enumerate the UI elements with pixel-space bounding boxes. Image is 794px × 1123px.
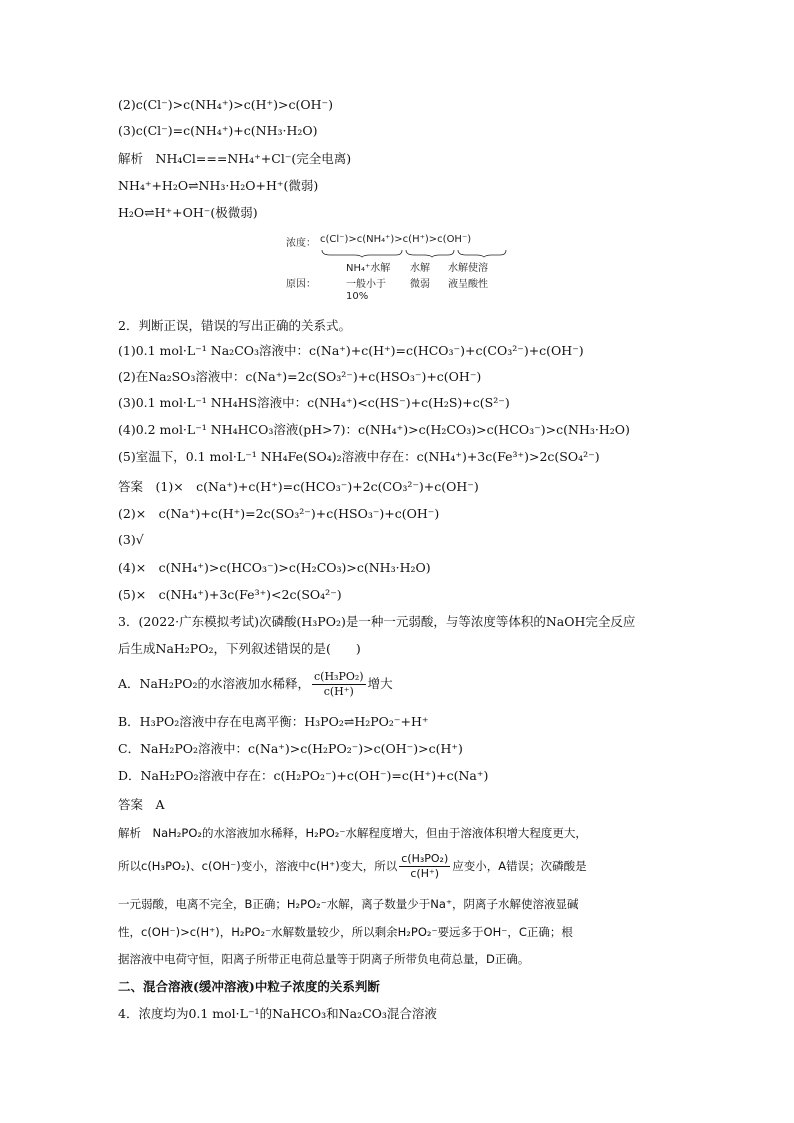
answer-2-4: (4)× c(NH₄⁺)>c(HCO₃⁻)>c(H₂CO₃)>c(NH₃·H₂O) [118,560,431,575]
concentration-diagram [286,232,516,307]
answer-2-5: (5)× c(NH₄⁺)+3c(Fe³⁺)<2c(SO₄²⁻) [118,587,342,602]
question-4-line: 4．浓度均为0.1 mol·L⁻¹的NaHCO₃和Na₂CO₃混合溶液 [118,1006,437,1021]
option-a [118,670,393,699]
fraction-numerator: c(H₃PO₂) [314,670,364,683]
explanation-fraction [399,852,450,881]
question-3-line-1: 3．(2022·广东模拟考试)次磷酸(H₃PO₂)是一种一元弱酸，与等浓度等体积的NaOH完全反应 [118,614,636,629]
option-a-suffix: 增大 [367,676,393,691]
question-2-title: 2．判断正误，错误的写出正确的关系式。 [118,318,351,333]
reason2-line1: 水解 [410,263,430,274]
answer-2-3: (3)√ [118,532,144,547]
line-3: (3)c(Cl⁻)=c(NH₄⁺)+c(NH₃·H₂O) [118,123,318,138]
reason1-line2: 一般小于 [346,279,386,290]
analysis-line-1: 解析 NH₄Cl===NH₄⁺+Cl⁻(完全电离) [118,151,352,166]
diagram-row2-label: 原因： [286,279,316,290]
explanation-3-line-3: 一元弱酸，电离不完全，B正确；H₂PO₂⁻水解，离子数量少于Na⁺，阴离子水解使溶液显碱 [118,897,579,911]
explanation-3-line-1: 解析 NaH₂PO₂的水溶液加水稀释，H₂PO₂⁻水解程度增大，但由于溶液体积增大程度更大， [118,826,587,840]
question-2-item-1: (1)0.1 mol·L⁻¹ Na₂CO₃溶液中：c(Na⁺)+c(H⁺)=c(HCO₃⁻)+c(CO₃²⁻)+c(OH⁻) [118,343,584,358]
question-2-item-2: (2)在Na₂SO₃溶液中：c(Na⁺)=2c(SO₃²⁻)+c(HSO₃⁻)+c(OH⁻) [118,369,482,384]
question-2-item-4: (4)0.2 mol·L⁻¹ NH₄HCO₃溶液(pH>7)：c(NH₄⁺)>c(H₂CO₃)>c(HCO₃⁻)>c(NH₃·H₂O) [118,422,630,437]
reason3-line1: 水解使溶 [448,263,488,274]
question-2-item-5: (5)室温下，0.1 mol·L⁻¹ NH₄Fe(SO₄)₂溶液中存在：c(NH₄⁺)+3c(Fe³⁺)>2c(SO₄²⁻) [118,449,600,464]
answer-2-1: 答案 (1)× c(Na⁺)+c(H⁺)=c(HCO₃⁻)+2c(CO₃²⁻)+c(OH⁻) [118,479,479,494]
section-heading: 二、混合溶液(缓冲溶液)中粒子浓度的关系判断 [118,979,380,994]
answer-3: 答案 A [118,797,165,812]
fraction-denominator: c(H⁺) [323,685,354,698]
option-a-text: A．NaH₂PO₂的水溶液加水稀释， [118,676,310,691]
diagram-row1-label: 浓度： [286,238,316,249]
option-d: D．NaH₂PO₂溶液中存在：c(H₂PO₂⁻)+c(OH⁻)=c(H⁺)+c(Na⁺) [118,768,489,783]
analysis-line-3: H₂O⇌H⁺+OH⁻(极微弱) [118,205,258,220]
explanation-3-line-5: 据溶液中电荷守恒，阳离子所带正电荷总量等于阴离子所带负电荷总量，D正确。 [118,952,530,966]
reason1-line3: 10% [346,291,369,302]
option-b: B．H₃PO₂溶液中存在电离平衡：H₃PO₂⇌H₂PO₂⁻+H⁺ [118,714,429,729]
analysis-line-2: NH₄⁺+H₂O⇌NH₃·H₂O+H⁺(微弱) [118,178,319,193]
reason3-line2: 液呈酸性 [448,279,488,290]
reason1-line1: NH₄⁺水解 [346,263,391,274]
question-3-line-2: 后生成NaH₂PO₂，下列叙述错误的是( ) [118,641,361,656]
diagram-braces [320,248,510,258]
diagram-row1-expr: c(Cl⁻)>c(NH₄⁺)>c(H⁺)>c(OH⁻) [320,234,472,245]
explanation-fraction-denominator: c(H⁺) [410,867,440,880]
explanation-3-line-2-a: 所以c(H₃PO₂)、c(OH⁻)变小，溶液中c(H⁺)变大，所以 [118,859,398,873]
explanation-fraction-numerator: c(H₃PO₂) [401,852,449,865]
option-a-fraction [312,670,366,699]
explanation-3-line-2 [118,852,587,881]
explanation-3-line-2-b: 应变小，A错误；次磷酸是 [452,859,587,873]
question-2-item-3: (3)0.1 mol·L⁻¹ NH₄HS溶液中：c(NH₄⁺)<c(HS⁻)+c(H₂S)+c(S²⁻) [118,395,510,410]
reason2-line2: 微弱 [410,279,430,290]
option-c: C．NaH₂PO₂溶液中：c(Na⁺)>c(H₂PO₂⁻)>c(OH⁻)>c(H⁺) [118,741,463,756]
explanation-3-line-4: 性，c(OH⁻)>c(H⁺)，H₂PO₂⁻水解数量较少，所以剩余H₂PO₂⁻要远多于OH⁻，C正确；根 [118,925,573,939]
answer-2-2: (2)× c(Na⁺)+c(H⁺)=2c(SO₃²⁻)+c(HSO₃⁻)+c(OH⁻) [118,506,440,521]
line-2: (2)c(Cl⁻)>c(NH₄⁺)>c(H⁺)>c(OH⁻) [118,97,333,112]
